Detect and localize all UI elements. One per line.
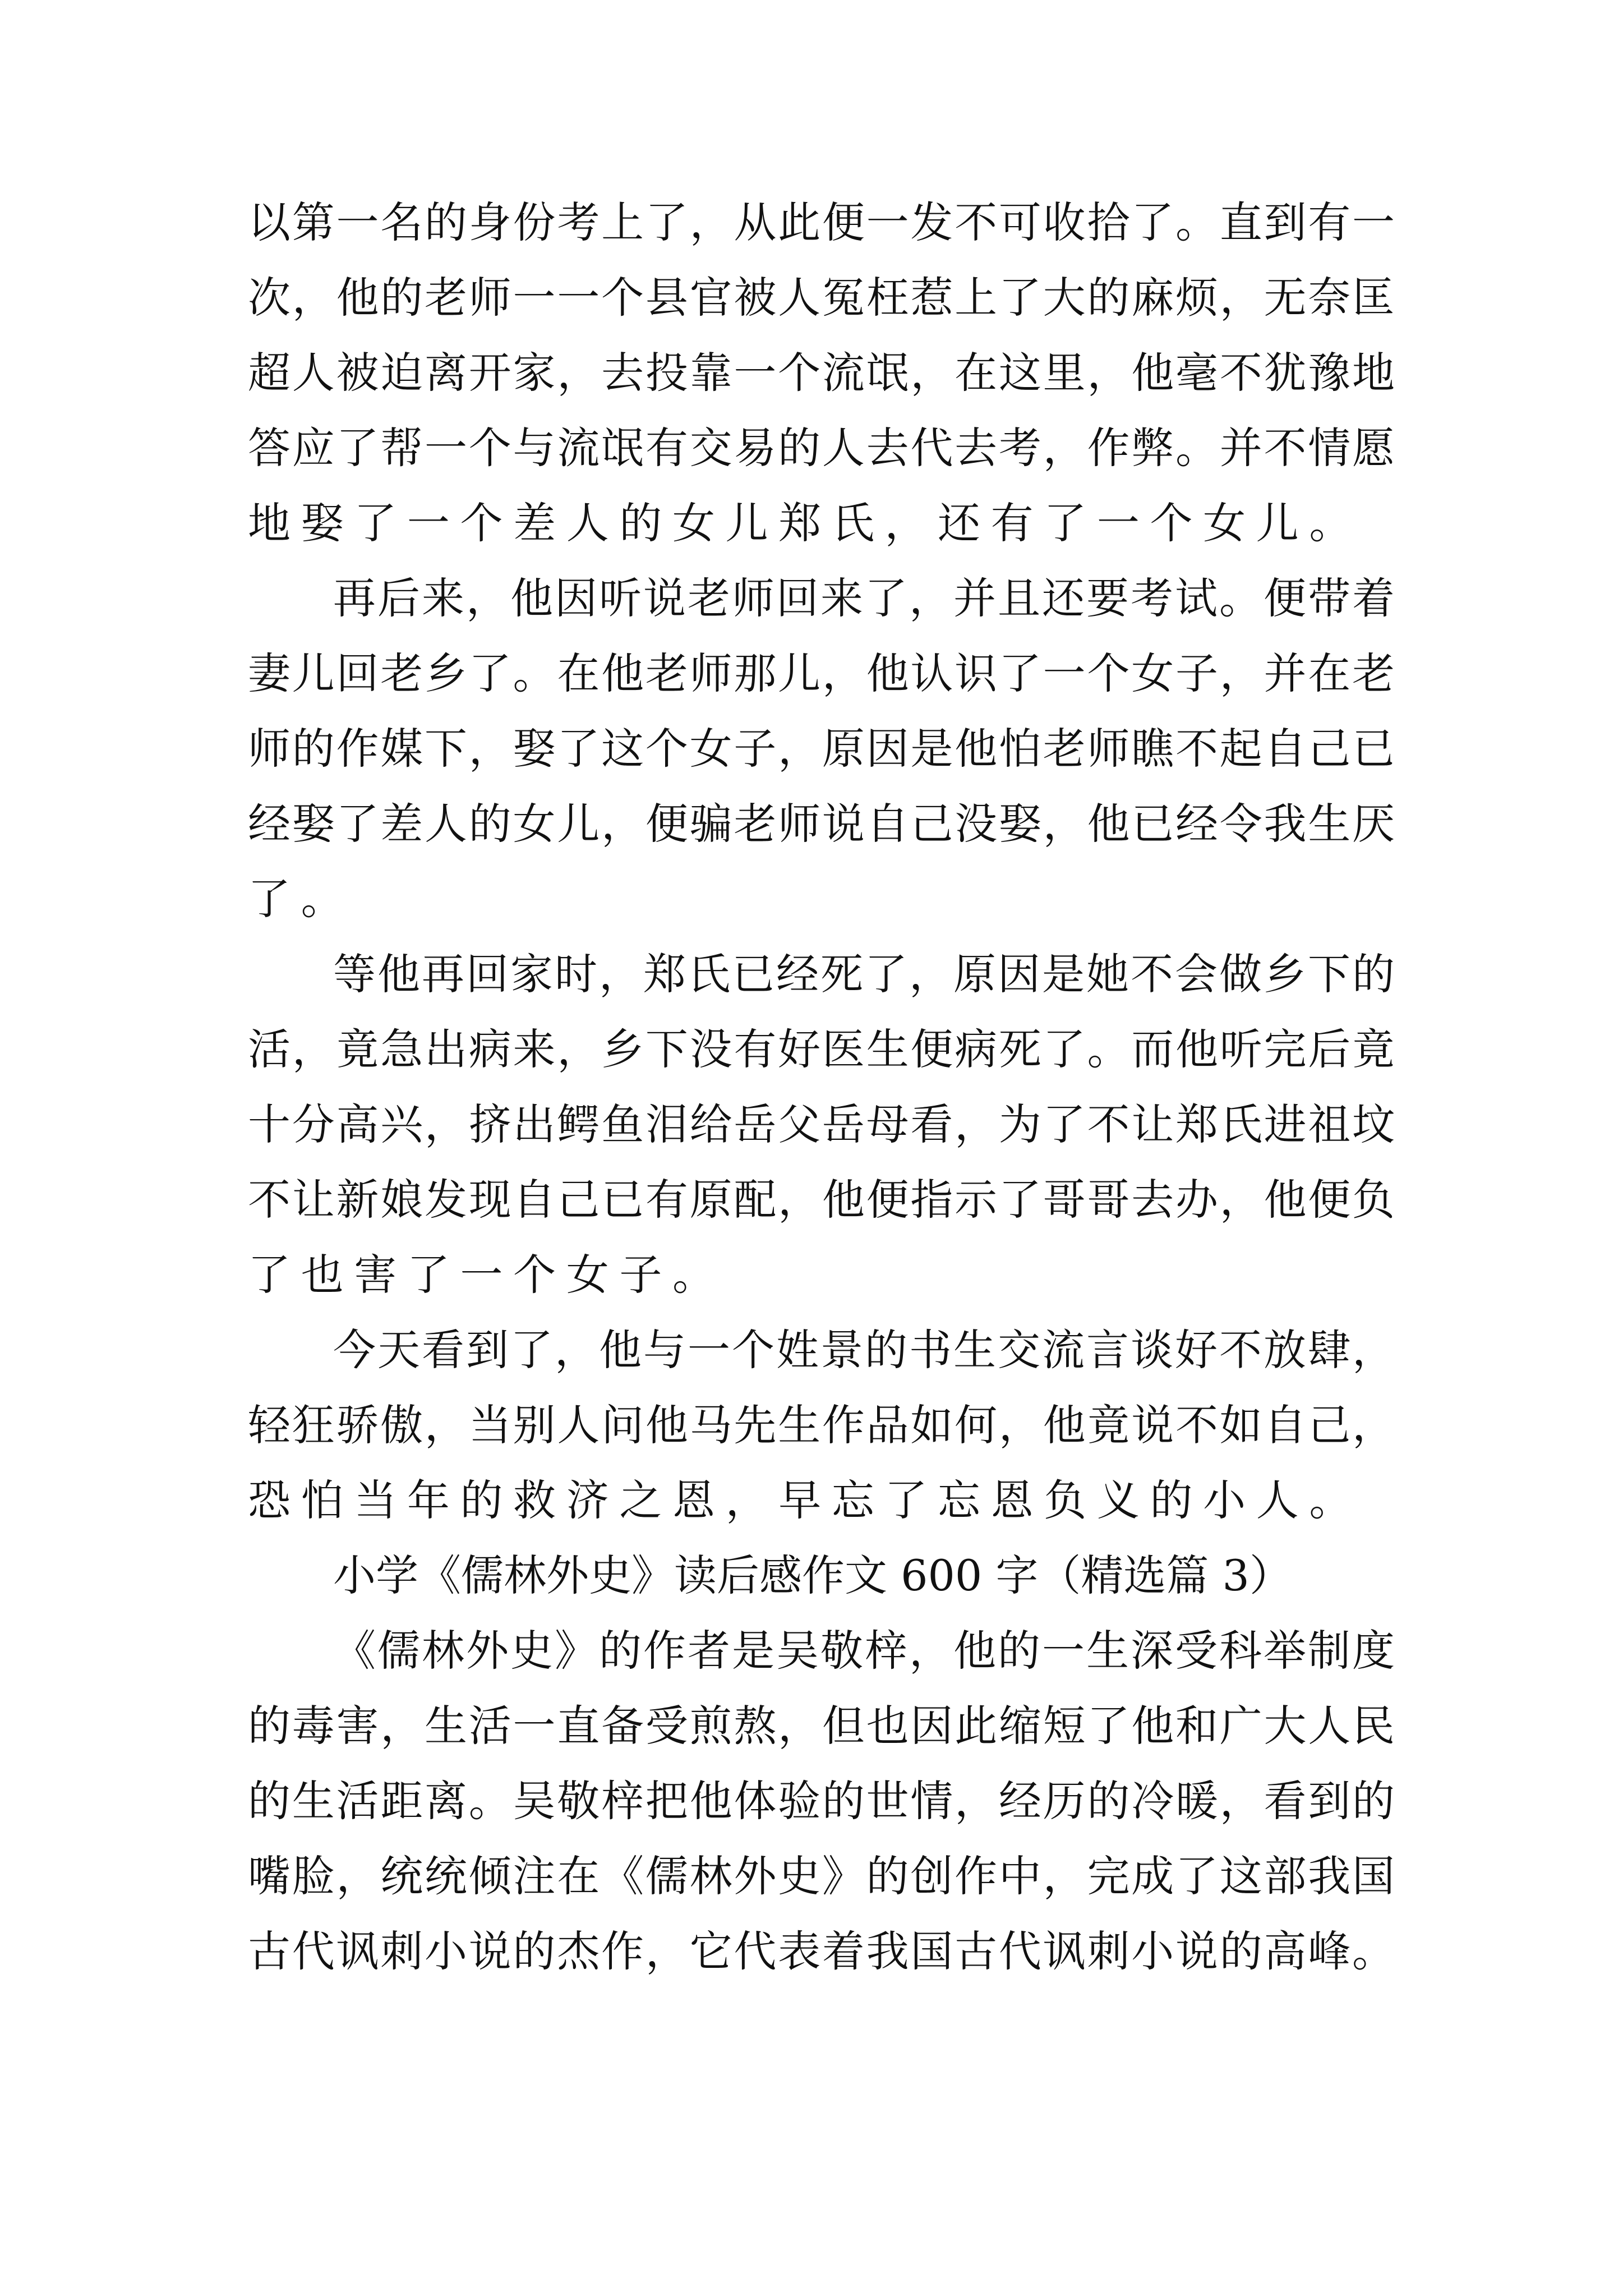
text-line: 地娶了一个差人的女儿郑氏，还有了一个女儿。 [248, 498, 1363, 548]
paragraph-first-line: 《儒林外史》的作者是吴敬梓，他的一生深受科举制度 [333, 1626, 1395, 1676]
text-line: 古代讽刺小说的杰作，它代表着我国古代讽刺小说的高峰。 [248, 1926, 1395, 1976]
text-line: 以第一名的身份考上了，从此便一发不可收拾了。直到有一 [248, 197, 1395, 247]
text-line: 活，竟急出病来，乡下没有好医生便病死了。而他听完后竟 [248, 1024, 1395, 1074]
text-line: 不让新娘发现自己已有原配，他便指示了哥哥去办，他便负 [248, 1175, 1395, 1225]
paragraph-first-line: 再后来，他因听说老师回来了，并且还要考试。便带着 [333, 573, 1395, 623]
text-line: 了。 [248, 874, 354, 924]
paragraph-first-line: 今天看到了，他与一个姓景的书生交流言谈好不放肆， [333, 1325, 1395, 1375]
text-line: 妻儿回老乡了。在他老师那儿，他认识了一个女子，并在老 [248, 648, 1395, 698]
text-line: 超人被迫离开家，去投靠一个流氓，在这里，他毫不犹豫地 [248, 348, 1395, 398]
section-heading: 小学《儒林外史》读后感作文 600 字（精选篇 3） [333, 1550, 1292, 1600]
text-line: 嘴脸，统统倾注在《儒林外史》的创作中，完成了这部我国 [248, 1851, 1395, 1901]
text-line: 经娶了差人的女儿，便骗老师说自己没娶，他已经令我生厌 [248, 799, 1395, 849]
text-line: 恐怕当年的救济之恩，早忘了忘恩负义的小人。 [248, 1475, 1363, 1525]
paragraph-first-line: 等他再回家时，郑氏已经死了，原因是她不会做乡下的 [333, 949, 1395, 999]
document-body [248, 185, 1395, 1989]
text-line: 的生活距离。吴敬梓把他体验的世情，经历的冷暖，看到的 [248, 1776, 1395, 1826]
text-line: 了也害了一个女子。 [248, 1250, 726, 1300]
text-line: 次，他的老师一一个县官被人冤枉惹上了大的麻烦，无奈匡 [248, 273, 1395, 323]
text-line: 十分高兴，挤出鳄鱼泪给岳父岳母看，为了不让郑氏进祖坟 [248, 1099, 1395, 1149]
text-line: 轻狂骄傲，当别人问他马先生作品如何，他竟说不如自己， [248, 1400, 1395, 1450]
text-line: 的毒害，生活一直备受煎熬，但也因此缩短了他和广大人民 [248, 1701, 1395, 1751]
text-line: 答应了帮一个与流氓有交易的人去代去考，作弊。并不情愿 [248, 423, 1395, 473]
text-line: 师的作媒下，娶了这个女子，原因是他怕老师瞧不起自己已 [248, 724, 1395, 774]
